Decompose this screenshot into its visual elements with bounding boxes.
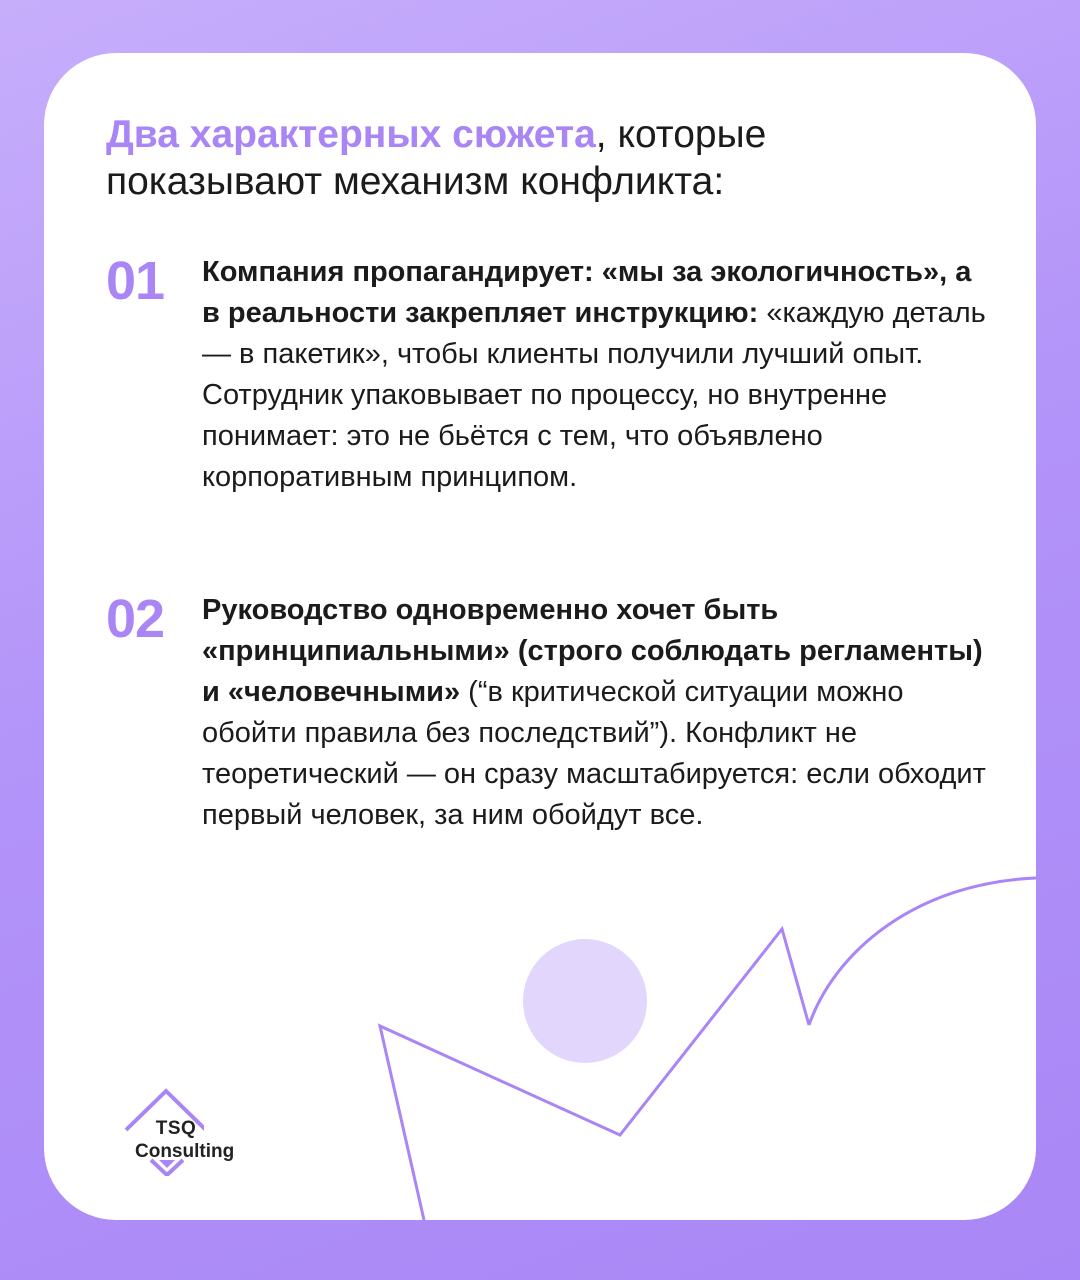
decorative-arc: [809, 878, 1036, 1025]
item-text: [202, 590, 992, 836]
tsq-consulting-logo: [114, 1086, 264, 1176]
content-card: [44, 53, 1036, 1220]
logo-text-consulting: Consulting: [135, 1141, 235, 1162]
title-rest: , которые показывают механизм конфликта:: [106, 113, 767, 203]
item-number: 02: [106, 589, 165, 649]
decorative-circle: [523, 939, 647, 1063]
item-text: [202, 252, 992, 498]
item-number: 01: [106, 251, 165, 311]
page-title: [106, 111, 966, 205]
title-accent: Два характерных сюжета: [106, 113, 596, 156]
item-regular-text: «каждую деталь — в пакетик», чтобы клиенты получили лучший опыт. Сотрудник упаковывает по процессу, но внутренне понимает: это не бьётся с тем, что объявлено корпоративным принципом.: [202, 297, 986, 493]
logo-text-tsq: TSQ: [155, 1118, 197, 1139]
item-regular-text: (“в критической ситуации можно обойти правила без последствий”). Конфликт не теоретический — он сразу масштабируется: если обходит первый человек, за ним обойдут все.: [202, 676, 986, 831]
item-bold-text: Руководство одновременно хочет быть «принципиальными» (строго соблюдать регламенты) и «человечными»: [202, 594, 983, 708]
decorative-zigzag-line: [380, 929, 809, 1220]
item-bold-text: Компания пропагандирует: «мы за экологичность», а в реальности закрепляет инструкцию:: [202, 256, 972, 329]
